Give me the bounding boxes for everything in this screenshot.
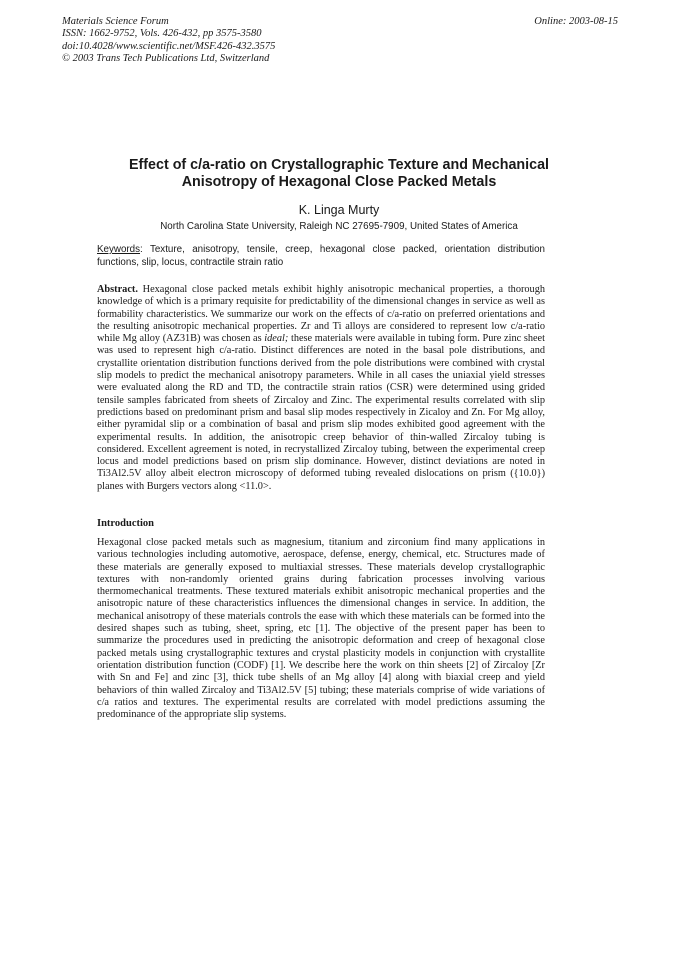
introduction-heading: Introduction — [97, 518, 154, 529]
title-line-2: Anisotropy of Hexagonal Close Packed Metals — [181, 174, 497, 190]
issn-line: ISSN: 1662-9752, Vols. 426-432, pp 3575-3580 — [62, 28, 262, 40]
paper-title — [60, 157, 618, 191]
abstract-text-1: Hexagonal close packed metals exhibit highly anisotropic mechanical properties, a thorough knowledge of which is a primary requisite for predictability of the dimensional changes in service as well as formability characteristics. We summarize our work on the effects of c/a-ratio on preferred orientations and the resulting anisotropic mechanical properties. Zr and Ti alloys are considered to represent low c/a-ratio while Mg alloy (AZ31B) was chosen as — [97, 284, 545, 345]
abstract-paragraph — [97, 284, 545, 493]
author-name: K. Linga Murty — [298, 203, 380, 217]
abstract-ideal-emphasis: ideal; — [264, 333, 289, 345]
introduction-paragraph: Hexagonal close packed metals such as magnesium, titanium and zirconium find many applications in various technologies including automotive, aerospace, defense, energy, chemical, etc. Structures made of these materials are generally exposed to multiaxial stresses. These materials develop crystallographic textures with non-randomly oriented grains during fabrication processes involving various thermomechanical treatments. These textured materials exhibit anisotropic mechanical properties and the anisotropic nature of these characteristics influences the dimensional changes in service. In addition, the mechanical anisotropy of these materials controls the ease with which these materials can be formed into the desired shapes such as tubing, sheet, spring, etc [1]. The objective of the present paper has been to summarize the procedures used in predicting the anisotropic deformation and creep of hexagonal close packed metals using crystallographic textures and crystal plasticity models in conjunction with crystallite orientation distribution function (CODF) [1]. We describe here the work on thin sheets [2] of Zircaloy [Zr with Sn and Fe] and zinc [3], thick tube shells of an Mg alloy [4] along with biaxial creep and yield behaviors of thin walled Zircaloy and Ti3Al2.5V [5] tubing; these materials comprise of wide variations of c/a ratios and textures. The experimental results are correlated with model predictions assuming the predominance of the appropriate slip systems. — [97, 537, 545, 721]
page-header — [62, 16, 618, 65]
keywords-text: : Texture, anisotropy, tensile, creep, hexagonal close packed, orientation distribution functions, slip, locus, contractile strain ratio — [97, 244, 545, 268]
author-affiliation: North Carolina State University, Raleigh NC 27695-7909, United States of America — [160, 221, 518, 232]
abstract-text-2: these materials were available in tubing form. Pure zinc sheet was used to represent high c/a-ratio. Distinct differences are noted in the basal pole distributions, and crystallite orientation distribution functions derived from the pole distributions were combined with crystal slip models to predict the mechanical anisotropy parameters. While in all cases the uniaxial yield stresses were evaluated along the RD and TD, the contractile strain ratios (CSR) were determined using grided tensile samples fabricated from sheets of Zircaloy and Zinc. The experimental results correlated with slip predictions based on predominant prism and basal slip modes respectively in Zicaloy and Zn. For Mg alloy, either pyramidal slip or a combination of basal and prism slip modes exhibited good agreement with the experimental results. In addition, the anisotropic creep behavior of thin-walled Zircaloy tubing is considered. Excellent agreement is noted, in recrystallized Zircaloy tubing, between the experimental creep locus and model predictions based on prism slip dominance. However, distinct deviations are noted in Ti3Al2.5V alloy albeit electron microscopy of deformed tubing revealed dislocations on prism ({10.0}) planes with Burgers vectors along <11.0>. — [97, 333, 545, 492]
copyright-line: © 2003 Trans Tech Publications Ltd, Switzerland — [62, 52, 270, 64]
online-date: Online: 2003-08-15 — [534, 16, 618, 27]
keywords-block — [97, 244, 545, 269]
abstract-label: Abstract. — [97, 284, 138, 295]
title-line-1: Effect of c/a-ratio on Crystallographic Texture and Mechanical — [129, 157, 549, 173]
journal-name: Materials Science Forum — [62, 16, 169, 27]
doi-line: doi:10.4028/www.scientific.net/MSF.426-432.3575 — [62, 40, 276, 52]
keywords-label: Keywords — [97, 244, 141, 255]
